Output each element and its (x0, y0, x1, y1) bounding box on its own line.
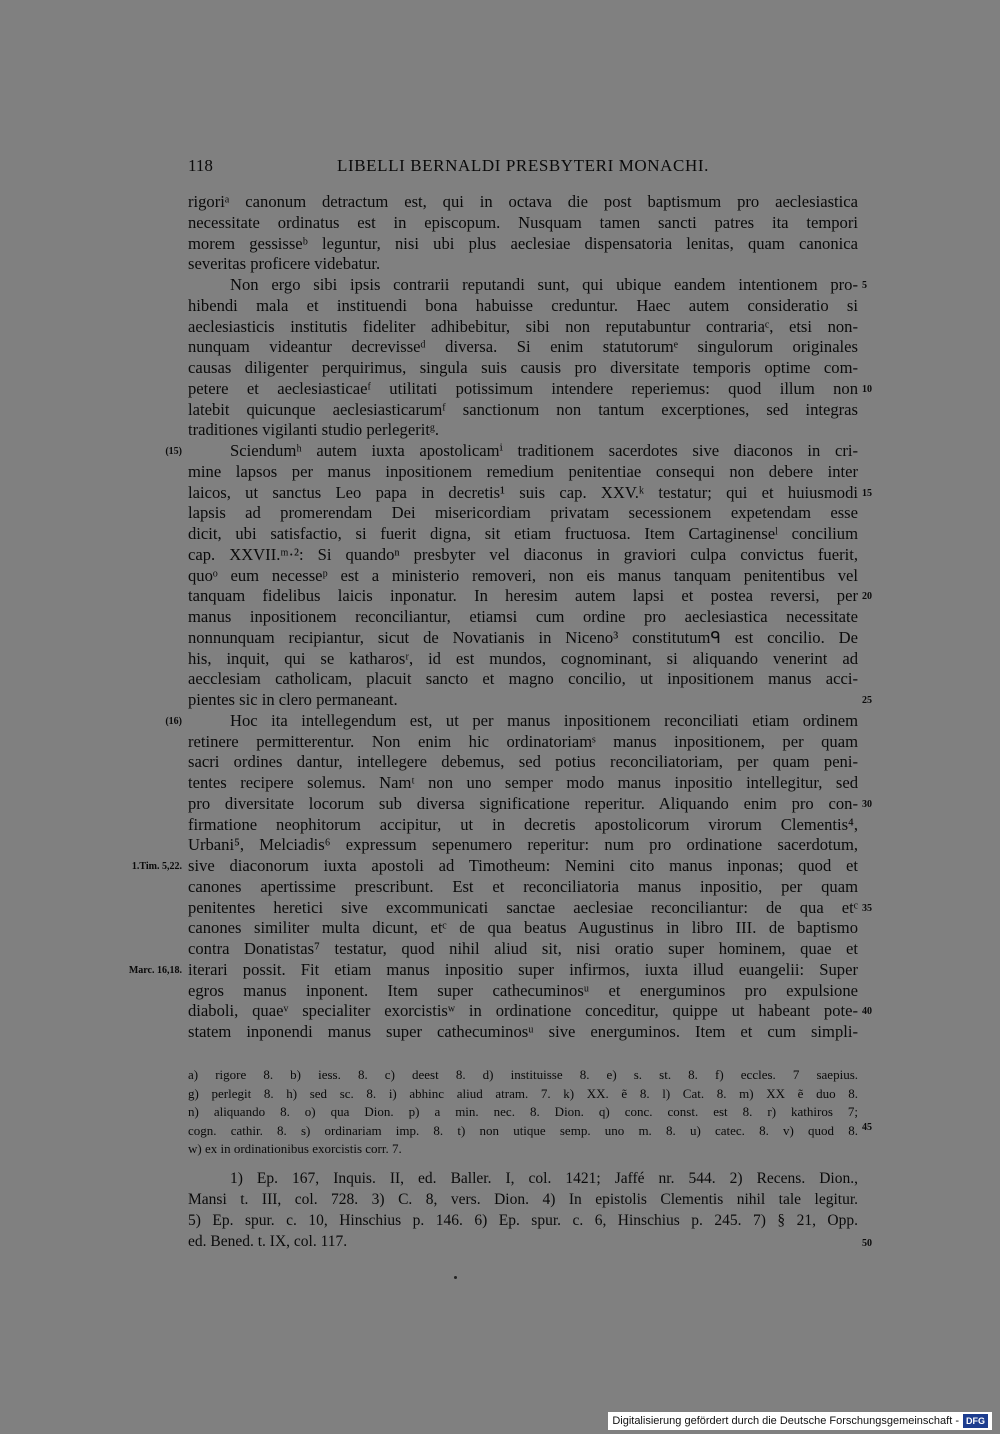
margin-note: (15) (165, 446, 182, 457)
text-line: Urbani⁵, Melciadis⁶ expressum sepenumero reperitur: num pro ordinatione sacerdotum, (188, 835, 858, 855)
text-line: firmatione neophitorum accipitur, ut in decretis apostolicorum virorum Clementis⁴, (188, 814, 858, 834)
apparatus-line: w) ex in ordinationibus exorcistis corr. 7. (188, 1141, 402, 1156)
text-line: morem gessisseᵇ leguntur, nisi ubi plus aeclesiae dispensatoria lenitas, quam canonica (188, 233, 858, 253)
text-line: contra Donatistas⁷ testatur, quod nihil aliud sit, nisi oratio super hominem, quae et (188, 939, 858, 958)
source-notes (188, 1168, 858, 1252)
text-line: egros manus inponent. Item super cathecuminosᵘ et energuminos pro expulsione (188, 980, 858, 1000)
text-line: hibendi mala et instituendi bona habuisse creduntur. Haec autem consideratio si (188, 295, 858, 315)
line-number: 15 (862, 487, 872, 499)
note-line: 1) Ep. 167, Inquis. II, ed. Baller. I, col. 1421; Jaffé nr. 544. 2) Recens. Dion., (230, 1170, 858, 1187)
page-header (188, 156, 858, 180)
apparatus-line: g) perlegit 8. h) sed sc. 8. i) abhinc aliud atram. 7. k) XX. ẽ 8. l) Cat. 8. m) XX ẽ duo 8. (188, 1085, 858, 1101)
text-line: aecclesiam catholicam, placuit sancto et magno concilio, ut inpositionem manus acci- (188, 669, 858, 689)
text-line: sacri ordines dantur, intellegere debemus, sed potius reconciliatoriam, per quam peni- (188, 752, 858, 772)
text-line: latebit quicunque aeclesiasticarumᶠ sanctionum non tantum excerptiones, sed integras (188, 399, 858, 419)
text-line: nonnunquam recipiantur, sicut de Novatianis in Niceno³ constitutumᑫ est concilio. De (188, 627, 858, 647)
text-line: Hoc ita intellegendum est, ut per manus inpositionem reconciliati etiam ordinem (230, 710, 858, 730)
apparatus-line: cogn. cathir. 8. s) ordinariam imp. 8. t) non utique semp. uno m. 8. u) catec. 8. v) quod 8. (188, 1122, 858, 1138)
text-line: manus inpositionem reconciliantur, etiamsi cum ordine pro aeclesiastica necessitate (188, 607, 858, 626)
line-number: 50 (862, 1238, 872, 1249)
line-number: 25 (862, 695, 872, 706)
text-line: tanquam fidelibus laicis inponatur. In heresim autem lapsi et postea reversi, per (188, 586, 858, 606)
text-line: lapsis ad promerendam Dei misericordiam privatam secessionem expetendam esse (188, 503, 858, 523)
text-line: sive diaconorum iuxta apostoli ad Timotheum: Nemini cito manus inponas; quod et (188, 856, 858, 875)
text-line: rigoriᵃ canonum detractum est, qui in octava die post baptismum pro aeclesiastica (188, 192, 858, 211)
text-line: Non ergo sibi ipsis contrarii reputandi sunt, qui ubique eandem intentionem pro- (230, 275, 858, 294)
note-line: ed. Bened. t. IX, col. 117. (188, 1233, 348, 1250)
text-line: mine lapsos per manus inpositionem remedium penitentiae consequi non debere inter (188, 461, 858, 481)
text-line: statem inponendi manus super cathecuminosᵘ sive energuminos. Item et cum simpli- (188, 1022, 858, 1041)
line-number: 30 (862, 798, 872, 810)
dfg-credit-bar (608, 1412, 992, 1430)
dfg-logo: DFG (963, 1414, 988, 1428)
line-number: 10 (862, 383, 872, 395)
text-line: canones similiter multa dicunt, etᶜ de qua beatus Augustinus in libro III. de baptismo (188, 918, 858, 938)
text-line: pientes sic in clero permaneant. (188, 690, 398, 709)
text-line: iterari possit. Fit etiam manus inpositio super infirmos, iuxta illud euangelii: Super (188, 959, 858, 979)
line-number: 40 (862, 1006, 872, 1018)
line-number: 45 (862, 1122, 872, 1133)
margin-note: (16) (165, 715, 182, 727)
text-line: nunquam videantur decrevisseᵈ diversa. Si enim statutorumᵉ singulorum originales (188, 337, 858, 357)
main-text-block (188, 192, 858, 1043)
text-line: pro diversitate locorum sub diversa significatione reperitur. Aliquando enim pro con- (188, 793, 858, 813)
text-line: aeclesiasticis institutis fideliter adhibebitur, sibi non reputabuntur contrariaᶜ, etsi non- (188, 316, 858, 336)
credit-text: Digitalisierung gefördert durch die Deutsche Forschungsgemeinschaft - (612, 1415, 959, 1427)
text-line: tentes recipere solemus. Namᵗ non uno semper modo manus inpositio intellegitur, sed (188, 773, 858, 792)
note-line: 5) Ep. spur. c. 10, Hinschius p. 146. 6) Ep. spur. c. 6, Hinschius p. 245. 7) § 21, Opp. (188, 1212, 858, 1229)
text-line: Sciendumʰ autem iuxta apostolicamⁱ traditionem sacerdotes sive diaconos in cri- (230, 441, 858, 460)
text-line: penitentes heretici sive excommunicati sanctae aeclesiae reconciliantur: de qua etᶜ (188, 897, 858, 917)
text-line: severitas proficere videbatur. (188, 254, 381, 274)
text-line: petere et aeclesiasticaeᶠ utilitati potissimum intendere reperiemus: quod illum non (188, 378, 858, 398)
text-line: traditiones vigilanti studio perlegeritᵍ. (188, 420, 440, 440)
critical-apparatus (188, 1066, 858, 1159)
margin-note: 1.Tim. 5,22. (131, 861, 182, 872)
text-line: quoᵒ eum necesseᵖ est a ministerio removeri, non eis manus tanquam penitentibus vel (188, 565, 858, 585)
text-line: dicit, ubi satisfactio, si fuerit digna, sit etiam fructuosa. Item Cartaginenseˡ concilium (188, 524, 858, 543)
text-line: necessitate ordinatus est in episcopum. Nusquam tamen sancti patres ita tempori (188, 212, 858, 232)
text-line: canones apertissime prescribunt. Est et reconciliatoria manus inpositio, per quam (188, 876, 858, 896)
running-title: LIBELLI BERNALDI PRESBYTERI MONACHI. (337, 156, 709, 175)
text-line: cap. XXVII.ᵐ·²: Si quandoⁿ presbyter vel diaconus in graviori culpa convictus fuerit, (188, 544, 858, 564)
page-number: 118 (188, 156, 213, 175)
note-line: Mansi t. III, col. 728. 3) C. 8, vers. Dion. 4) In epistolis Clementis nihil tale legitur. (188, 1191, 858, 1208)
text-line: diaboli, quaeᵛ specialiter exorcistisʷ in ordinatione conceditur, quippe ut habeant pote- (188, 1001, 858, 1021)
text-line: his, inquit, qui se katharosʳ, id est mundos, cognominant, si aliquando venerint ad (188, 648, 858, 668)
line-number: 35 (862, 902, 872, 914)
apparatus-line: n) aliquando 8. o) qua Dion. p) a min. nec. 8. Dion. q) conc. const. est 8. r) kathiros 7; (188, 1104, 858, 1119)
margin-note: Marc. 16,18. (128, 964, 182, 976)
text-line: laicos, ut sanctus Leo papa in decretis¹ suis cap. XXV.ᵏ testatur; qui et huiusmodi (188, 482, 858, 502)
line-number: 5 (862, 280, 867, 291)
text-line: causas diligenter perquirimus, singula suis causis pro diversitate temporis optime com- (188, 358, 858, 377)
line-number: 20 (862, 591, 872, 603)
apparatus-line: a) rigore 8. b) iess. 8. c) deest 8. d) instituisse 8. e) s. st. 8. f) eccles. 7 saepius. (188, 1067, 858, 1082)
text-line: retinere permitterentur. Non enim hic ordinatoriamˢ manus inpositionem, per quam (188, 731, 858, 751)
speck (454, 1276, 457, 1279)
